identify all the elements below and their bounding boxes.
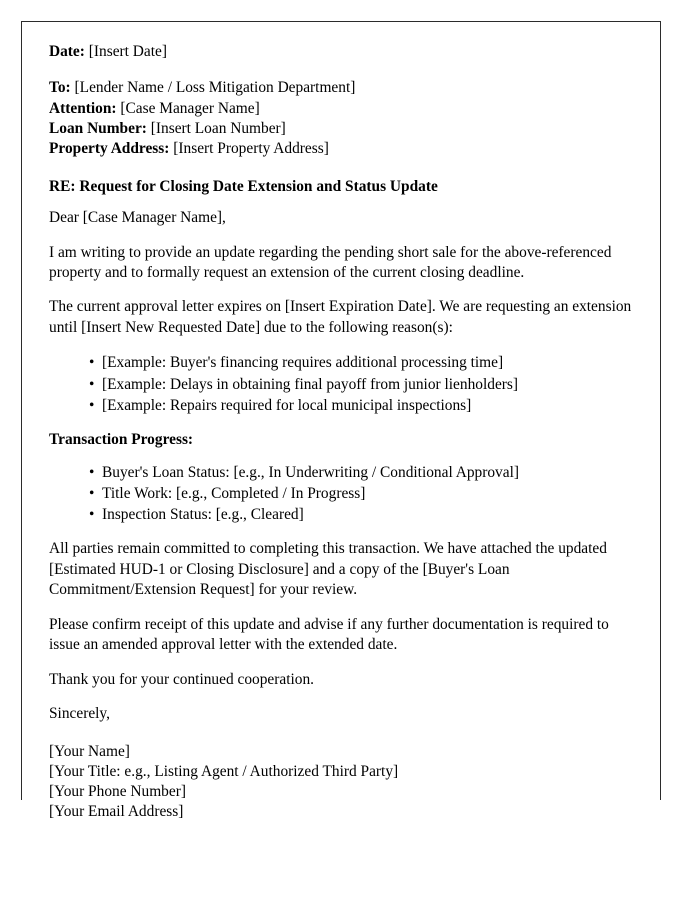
paragraph-extension-request: The current approval letter expires on [Insert Expiration Date]. We are requesting an extension until [Insert New Requested Date] due to the following reason(s): — [49, 298, 632, 336]
recipient-to-line — [49, 78, 634, 98]
list-item: • [Example: Delays in obtaining final payoff from junior lienholders] — [89, 374, 634, 395]
recipient-attention-label: Attention: — [49, 99, 117, 117]
paragraph-intro: I am writing to provide an update regarding the pending short sale for the above-referenced property and to formally request an extension of the current closing deadline. — [49, 243, 612, 281]
loan-number-value: [Insert Loan Number] — [150, 119, 286, 137]
paragraph-thanks: Thank you for your continued cooperation. — [49, 670, 314, 688]
signature-title: [Your Title: e.g., Listing Agent / Authorized Third Party] — [49, 762, 399, 780]
signature-phone: [Your Phone Number] — [49, 782, 186, 800]
property-address-label: Property Address: — [49, 139, 170, 157]
transaction-progress-heading: Transaction Progress: — [49, 431, 194, 449]
document-page — [21, 21, 661, 820]
date-line — [49, 42, 634, 62]
date-value: [Insert Date] — [88, 43, 167, 60]
list-item: • Inspection Status: [e.g., Cleared] — [89, 504, 634, 525]
loan-number-label: Loan Number: — [49, 119, 147, 137]
signature-email: [Your Email Address] — [49, 802, 184, 820]
recipient-block — [49, 78, 634, 158]
letter-content — [49, 42, 634, 822]
transaction-progress-list — [49, 462, 634, 526]
signature-name: [Your Name] — [49, 742, 130, 760]
recipient-attention-line — [49, 99, 634, 119]
paragraph-attachments: All parties remain committed to completing this transaction. We have attached the updated [Estimated HUD-1 or Closing Disclosure] and a copy of the [Buyer's Loan Commitment/Extension Request] for your review. — [49, 540, 607, 599]
paragraph-confirmation: Please confirm receipt of this update and advise if any further documentation is required to issue an amended approval letter with the extended date. — [49, 615, 609, 654]
document-body — [22, 22, 660, 822]
salutation: Dear [Case Manager Name], — [49, 209, 226, 227]
list-item: • Buyer's Loan Status: [e.g., In Underwriting / Conditional Approval] — [89, 462, 634, 483]
list-item: • [Example: Repairs required for local municipal inspections] — [89, 395, 634, 416]
recipient-to-label: To: — [49, 79, 71, 97]
subject-line: RE: Request for Closing Date Extension and Status Update — [49, 177, 438, 195]
signature-block — [49, 742, 634, 822]
date-label: Date: — [49, 43, 85, 60]
loan-number-line — [49, 119, 634, 139]
reasons-list — [49, 352, 634, 416]
property-address-line — [49, 139, 634, 159]
recipient-to-value: [Lender Name / Loss Mitigation Department] — [74, 79, 356, 97]
list-item: • Title Work: [e.g., Completed / In Progress] — [89, 483, 634, 504]
recipient-attention-value: [Case Manager Name] — [120, 99, 260, 117]
property-address-value: [Insert Property Address] — [173, 139, 329, 157]
list-item: • [Example: Buyer's financing requires additional processing time] — [89, 352, 634, 373]
closing-salutation: Sincerely, — [49, 705, 110, 723]
